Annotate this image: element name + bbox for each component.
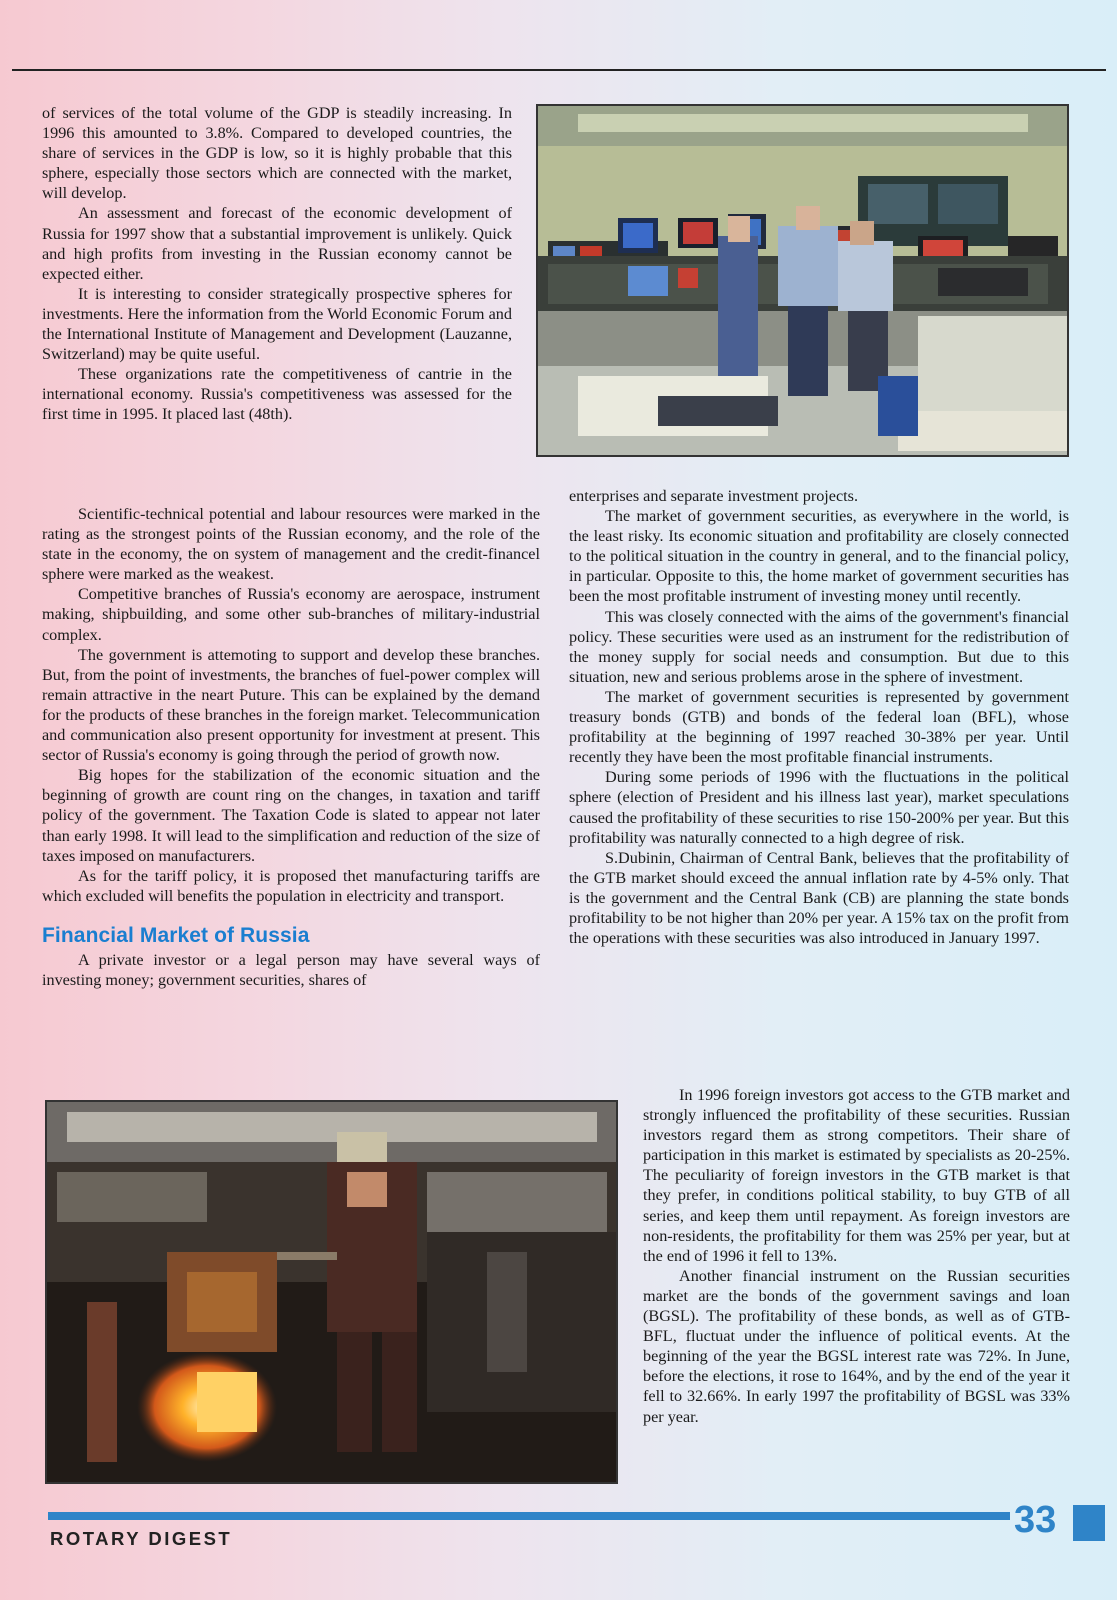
paragraph: S.Dubinin, Chairman of Central Bank, believes that the profitability of the GTB market should exceed the annual inflation rate by 4-5% only. That is the government and the Central Bank (CB) are planning the state bonds profitability to be not higher than 20% per year. A 15% tax on the profit from the operations with these securities was also introduced in January 1997. [569, 848, 1069, 948]
paragraph: As for the tariff policy, it is proposed thet manufacturing tariffs are which excluded will benefits the population in electricity and transport. [42, 866, 540, 905]
left-column-top [42, 103, 512, 425]
paragraph: Competitive branches of Russia's economy are aerospace, instrument making, shipbuilding, and some other sub-branches of military-industrial complex. [42, 585, 540, 644]
paragraph: Scientific-technical potential and labour resources were marked in the rating as the strongest points of the Russian economy, and the role of the state in the economy, the on system of management and the credit-financel sphere were marked as the weakest. [42, 505, 540, 584]
publication-title: ROTARY DIGEST [50, 1528, 233, 1549]
footer-bar [48, 1512, 1010, 1520]
paragraph: This was closely connected with the aims of the government's financial policy. These securities were used as an instrument for the redistribution of the money supply for social needs and consumption. But due to this situation, new and serious problems arose in the sphere of investment. [569, 607, 1069, 686]
foundry-photo [45, 1100, 618, 1484]
paragraph: enterprises and separate investment projects. [569, 487, 859, 505]
paragraph: of services of the total volume of the GDP is steadily increasing. In 1996 this amounted to 3.8%. Compared to developed countries, the share of services in the GDP is low, so it is highly probable that this sphere, especially those sectors which are connected with the market, will develop. [42, 104, 512, 203]
top-rule [12, 69, 1106, 71]
paragraph: An assessment and forecast of the economic development of Russia for 1997 show that a substantial improvement is unlikely. Quick and high profits from investing in the Russian economy cannot be expected either. [42, 204, 512, 283]
left-column-mid [42, 504, 540, 990]
paragraph: In 1996 foreign investors got access to the GTB market and strongly influenced the profitability of these securities. Russian investors regard them as strong competitors. Their share of participation in this market is estimated by specialists as 20-25%. The peculiarity of foreign investors in the GTB market is that they prefer, in conditions political stability, to buy GTB of all series, and keep them until repayment. As foreign investors are non-residents, the profitability for them was 25% per year, but at the end of 1996 it fell to 13%. [643, 1086, 1070, 1265]
paragraph: The market of government securities is represented by government treasury bonds (GTB) and bonds of the federal loan (BFL), whose profitability at the beginning of 1997 reached 30-38% per year. Until recently they have been the most profitable financial instruments. [569, 687, 1069, 767]
page-number: 33 [1014, 1499, 1057, 1541]
right-column-mid [569, 486, 1069, 948]
paragraph: These organizations rate the competitiveness of cantrie in the international economy. Russia's competitiveness was assessed for the first time in 1995. It placed last (48th). [42, 365, 512, 424]
page-number-block [1073, 1505, 1105, 1541]
paragraph: The market of government securities, as everywhere in the world, is the least risky. Its economic situation and profitability are closely connected to the political situation in the country in general, and to the financial policy, in particular. Opposite to this, the home market of government securities has been the most profitable instrument of investing money until recently. [569, 507, 1069, 606]
right-column-bottom [643, 1085, 1070, 1427]
section-heading: Financial Market of Russia [42, 923, 310, 947]
control-room-photo [536, 104, 1069, 457]
paragraph: Big hopes for the stabilization of the economic situation and the beginning of growth are count ring on the changes, in taxation and tariff policy of the government. The Taxation Code is slated to appear not later than early 1998. It will lead to the simplification and reduction of the size of taxes imposed on manufacturers. [42, 766, 540, 865]
paragraph: Another financial instrument on the Russian securities market are the bonds of the government savings and loan (BGSL). The profitability of these bonds, as well as of GTB-BFL, fluctuat under the influence of political events. At the beginning of the year the BGSL interest rate was 72%. In June, before the elections, it rose to 164%, and by the end of the year it fell to 32.66%. In early 1997 the profitability of BGSL was 33% per year. [643, 1266, 1070, 1426]
paragraph: The government is attemoting to support and develop these branches. But, from the point of investments, the branches of fuel-power complex will remain attractive in the neart Puture. This can be explained by the demand for the products of these branches in the foreign market. Telecommunication and communication also present opportunity for investment at present. This sector of Russia's economy is going through the period of growth now. [42, 645, 540, 765]
paragraph: It is interesting to consider strategically prospective spheres for investments. Here the information from the World Economic Forum and the International Institute of Management and Development (Lauzanne, Switzerland) may be quite useful. [42, 284, 512, 364]
paragraph: During some periods of 1996 with the fluctuations in the political sphere (election of President and his illness last year), market speculations caused the profitability of these securities to rise 150-200% per year. But this profitability was naturally connected to a high degree of risk. [569, 768, 1069, 847]
paragraph: A private investor or a legal person may have several ways of investing money; government securities, shares of [42, 950, 540, 989]
